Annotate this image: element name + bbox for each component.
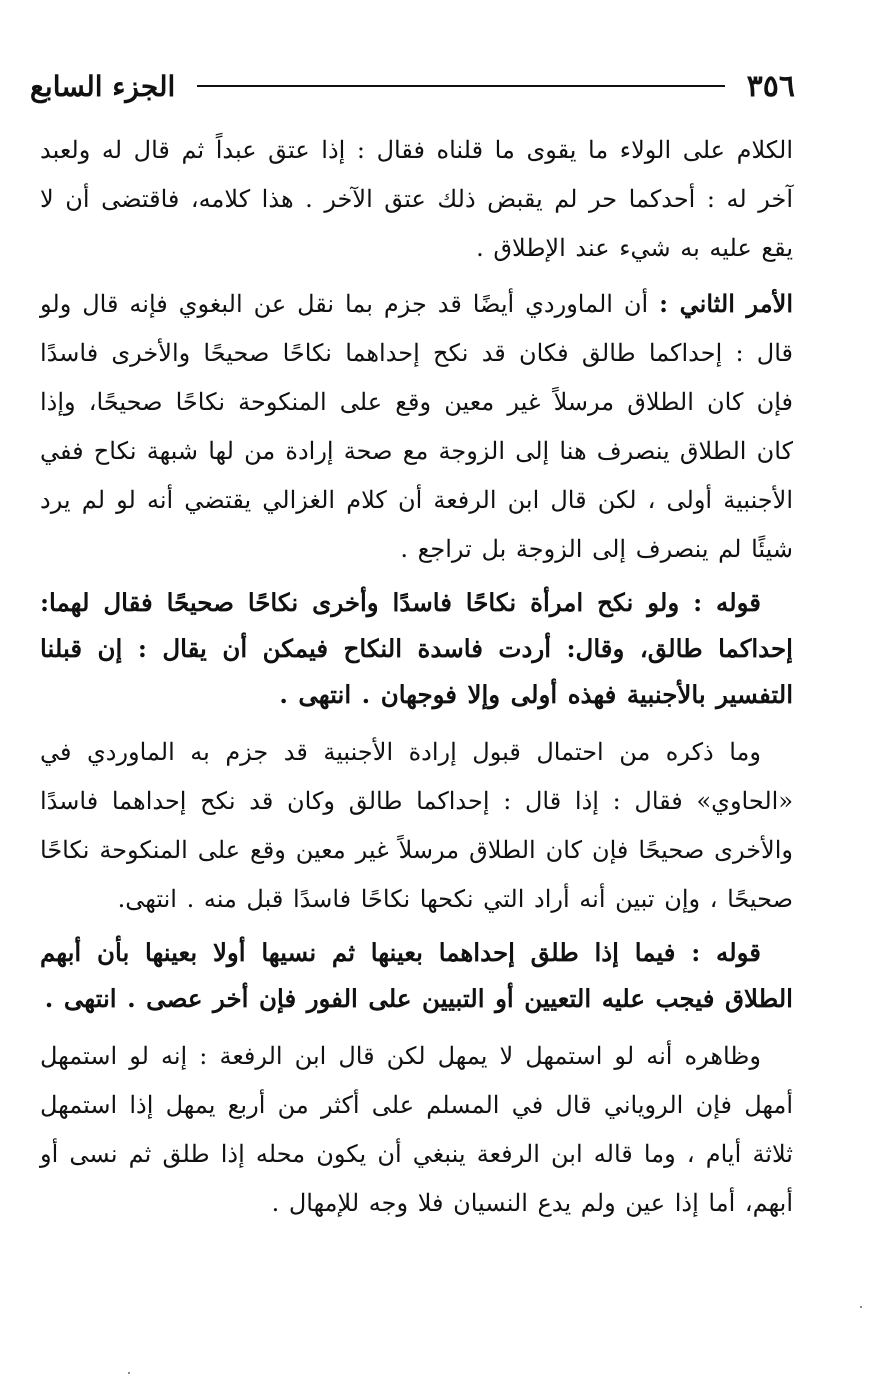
paragraph-3-text: وما ذكره من احتمال قبول إرادة الأجنبية قد جزم به الماوردي في «الحاوي» فقال : إذا قال : إحداكما طالق وكان قد نكح إحداهما فاسدًا والأخرى صحيحًا فإن كان الطلاق مرسلاً غير معين وقع على المنكوحة نكاحًا صحيحًا ، وإن تبين أنه أراد التي نكحها نكاحًا فاسدًا قبل منه . انتهى. xyxy=(40,738,793,913)
page-number: ٣٥٦ xyxy=(746,68,795,104)
quoted-passage-1 xyxy=(40,580,793,718)
paragraph-3 xyxy=(40,728,793,924)
paragraph-2 xyxy=(40,279,793,574)
running-title: الجزء السابع xyxy=(30,69,176,103)
paragraph-2-lead: الأمر الثاني : xyxy=(659,289,793,318)
paragraph-4-text: وظاهره أنه لو استمهل لا يمهل لكن قال ابن الرفعة : إنه لو استمهل أمهل فإن الروياني قال في المسلم على أكثر من أربع يمهل إذا استمهل ثلاثة أيام ، وما قاله ابن الرفعة ينبغي أن يكون محله إذا طلق ثم نسى أو أبهم، أما إذا عين ولم يدع النسيان فلا وجه للإمهال . xyxy=(40,1042,793,1217)
quoted-passage-1-text: قوله : ولو نكح امرأة نكاحًا فاسدًا وأخرى نكاحًا صحيحًا فقال لهما: إحداكما طالق، وقال: أردت فاسدة النكاح فيمكن أن يقال : إن قبلنا التفسير بالأجنبية فهذه أولى وإلا فوجهان . انتهى . xyxy=(40,588,793,709)
paragraph-2-text: أن الماوردي أيضًا قد جزم بما نقل عن البغوي فإنه قال ولو قال : إحداكما طالق فكان قد نكح إحداهما نكاحًا صحيحًا والأخرى فاسدًا فإن كان الطلاق مرسلاً غير معين وقع على المنكوحة نكاحًا صحيحًا، وإذا كان الطلاق ينصرف هنا إلى الزوجة مع صحة إرادة من لها شبهة نكاح ففي الأجنبية أولى ، لكن قال ابن الرفعة أن كلام الغزالي يقتضي أنه لو لم يرد شيئًا لم ينصرف إلى الزوجة بل تراجع . xyxy=(40,290,793,563)
page-body xyxy=(40,126,793,1234)
quoted-passage-2 xyxy=(40,930,793,1022)
paragraph-4 xyxy=(40,1032,793,1228)
scan-speck xyxy=(128,1372,130,1374)
header-rule xyxy=(197,85,724,87)
paragraph-1 xyxy=(40,126,793,273)
scan-speck xyxy=(860,1306,862,1308)
page-header xyxy=(30,66,795,106)
quoted-passage-2-text: قوله : فيما إذا طلق إحداهما بعينها ثم نسيها أولا بعينها بأن أبهم الطلاق فيجب عليه التعيين أو التبيين على الفور فإن أخر عصى . انتهى . xyxy=(40,938,793,1013)
paragraph-1-text: الكلام على الولاء ما يقوى ما قلناه فقال : إذا عتق عبداً ثم قال له ولعبد آخر له : أحدكما حر لم يقبض ذلك عتق الآخر . هذا كلامه، فاقتضى أن لا يقع عليه به شيء عند الإطلاق . xyxy=(40,136,793,262)
